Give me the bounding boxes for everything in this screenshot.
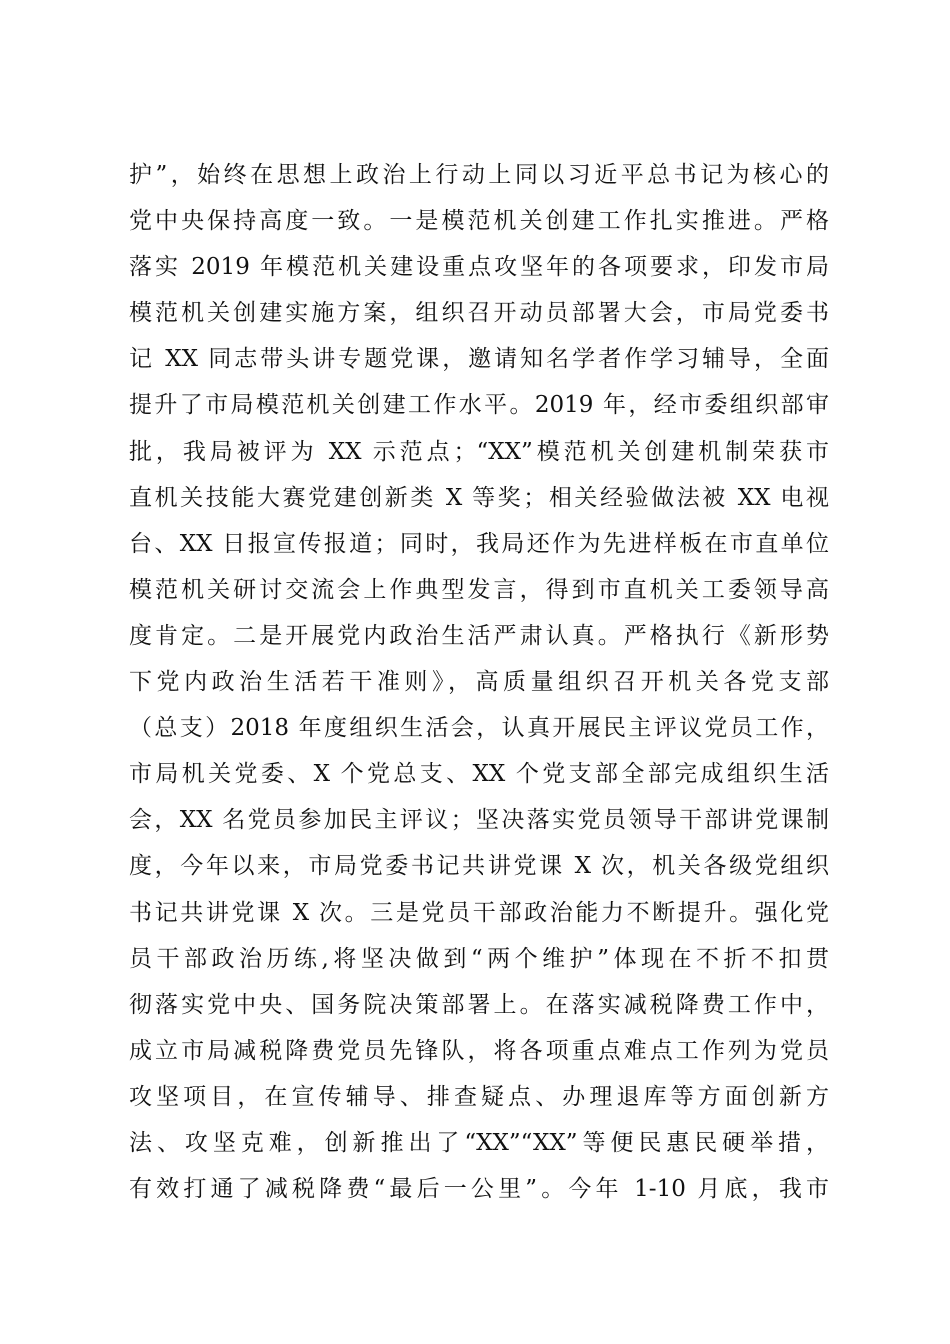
text-line: 度肯定。二是开展党内政治生活严肃认真。严格执行《新形势 [129, 622, 829, 649]
text-line: 护”，始终在思想上政治上行动上同以习近平总书记为核心的 [129, 162, 829, 188]
text-line: 下党内政治生活若干准则》，高质量组织召开机关各党支部 [129, 669, 829, 696]
text-line: （总支）2018 年度组织生活会，认真开展民主评议党员工作， [129, 715, 829, 742]
text-line: 市局机关党委、X 个党总支、XX 个党支部全部完成组织生活 [129, 761, 829, 788]
text-line: 记 XX 同志带头讲专题党课，邀请知名学者作学习辅导，全面 [129, 346, 829, 373]
text-line: 彻落实党中央、国务院决策部署上。在落实减税降费工作中， [129, 991, 829, 1018]
text-line: 模范机关创建实施方案，组织召开动员部署大会，市局党委书 [129, 300, 829, 327]
text-line: 成立市局减税降费党员先锋队，将各项重点难点工作列为党员 [129, 1037, 829, 1064]
text-line: 提升了市局模范机关创建工作水平。2019 年，经市委组织部审 [129, 392, 829, 419]
text-line: 书记共讲党课 X 次。三是党员干部政治能力不断提升。强化党 [129, 899, 829, 926]
text-line: 攻坚项目，在宣传辅导、排查疑点、办理退库等方面创新方 [129, 1083, 829, 1110]
text-line: 批，我局被评为 XX 示范点；“XX”模范机关创建机制荣获市 [129, 438, 829, 465]
text-line: 有效打通了减税降费“最后一公里”。今年 1-10 月底，我市 [129, 1176, 829, 1203]
text-line: 落实 2019 年模范机关建设重点攻坚年的各项要求，印发市局 [129, 254, 829, 281]
text-line: 直机关技能大赛党建创新类 X 等奖；相关经验做法被 XX 电视 [129, 484, 829, 511]
text-line: 度，今年以来，市局党委书记共讲党课 X 次，机关各级党组织 [129, 853, 829, 880]
text-line: 法、攻坚克难，创新推出了“XX”“XX”等便民惠民硬举措， [129, 1129, 829, 1156]
text-line: 模范机关研讨交流会上作典型发言，得到市直机关工委领导高 [129, 576, 829, 603]
text-line: 会，XX 名党员参加民主评议；坚决落实党员领导干部讲党课制 [129, 807, 829, 834]
text-line: 员干部政治历练,将坚决做到“两个维护”体现在不折不扣贯 [129, 945, 829, 972]
text-line: 党中央保持高度一致。一是模范机关创建工作扎实推进。严格 [129, 208, 829, 235]
body-paragraph [129, 152, 829, 1212]
text-line: 台、XX 日报宣传报道；同时，我局还作为先进样板在市直单位 [129, 530, 829, 557]
